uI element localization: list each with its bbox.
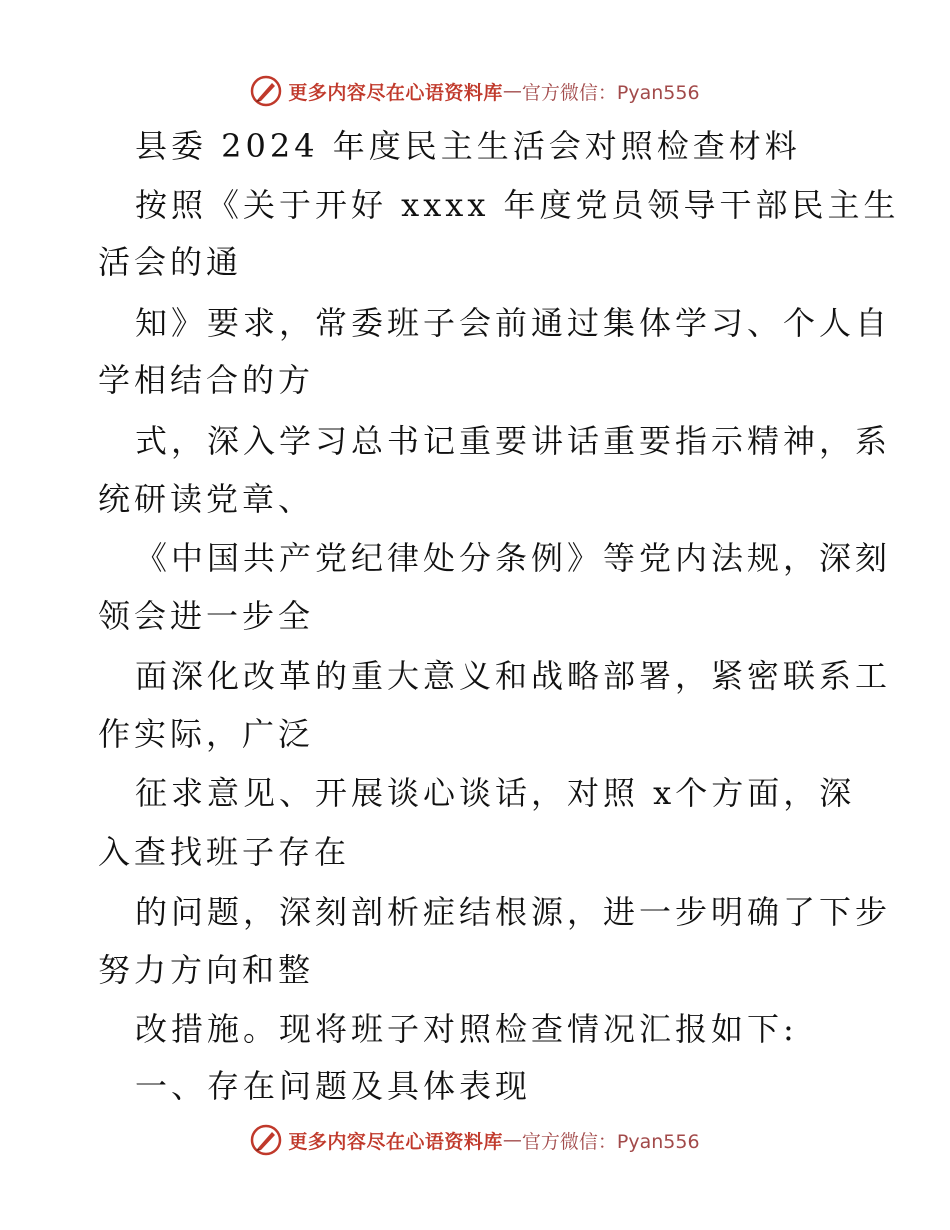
quill-pen-logo-icon: [250, 75, 282, 107]
watermark-separator: —: [502, 1129, 522, 1151]
paragraph-line: 式，深入学习总书记重要讲话重要指示精神，系: [135, 422, 892, 460]
document-title: 县委 2024 年度民主生活会对照检查材料: [135, 127, 801, 165]
paragraph-line: 入查找班子存在: [98, 833, 351, 871]
watermark-brand: 更多内容尽在心语资料库: [288, 1130, 503, 1153]
quill-pen-logo-icon: [250, 1124, 282, 1156]
paragraph-line: 面深化改革的重大意义和战略部署，紧密联系工: [135, 657, 892, 695]
watermark-wechat: 官方微信：Pyan556: [521, 81, 700, 104]
paragraph-line: 作实际，广泛: [98, 715, 315, 753]
paragraph-line: 统研读党章、: [98, 480, 315, 518]
paragraph-line: 按照《关于开好 xxxx 年度党员领导干部民主生: [135, 186, 900, 224]
paragraph-line: 学相结合的方: [98, 361, 315, 399]
paragraph-line: 改措施。现将班子对照检查情况汇报如下:: [135, 1010, 798, 1048]
watermark-banner-bottom: [0, 1120, 950, 1160]
watermark-brand: 更多内容尽在心语资料库: [288, 81, 503, 104]
watermark-banner-top: [0, 71, 950, 111]
paragraph-line: 知》要求，常委班子会前通过集体学习、个人自: [135, 304, 892, 342]
paragraph-line: 领会进一步全: [98, 597, 315, 635]
paragraph-line: 活会的通: [98, 243, 243, 281]
paragraph-line: 征求意见、开展谈心谈话，对照 x个方面，深: [135, 774, 856, 812]
paragraph-line: 努力方向和整: [98, 951, 315, 989]
watermark-separator: —: [502, 80, 522, 102]
paragraph-line: 《中国共产党纪律处分条例》等党内法规，深刻: [135, 539, 892, 577]
section-heading: 一、存在问题及具体表现: [135, 1067, 532, 1105]
paragraph-line: 的问题，深刻剖析症结根源，进一步明确了下步: [135, 893, 892, 931]
watermark-wechat: 官方微信：Pyan556: [521, 1130, 700, 1153]
